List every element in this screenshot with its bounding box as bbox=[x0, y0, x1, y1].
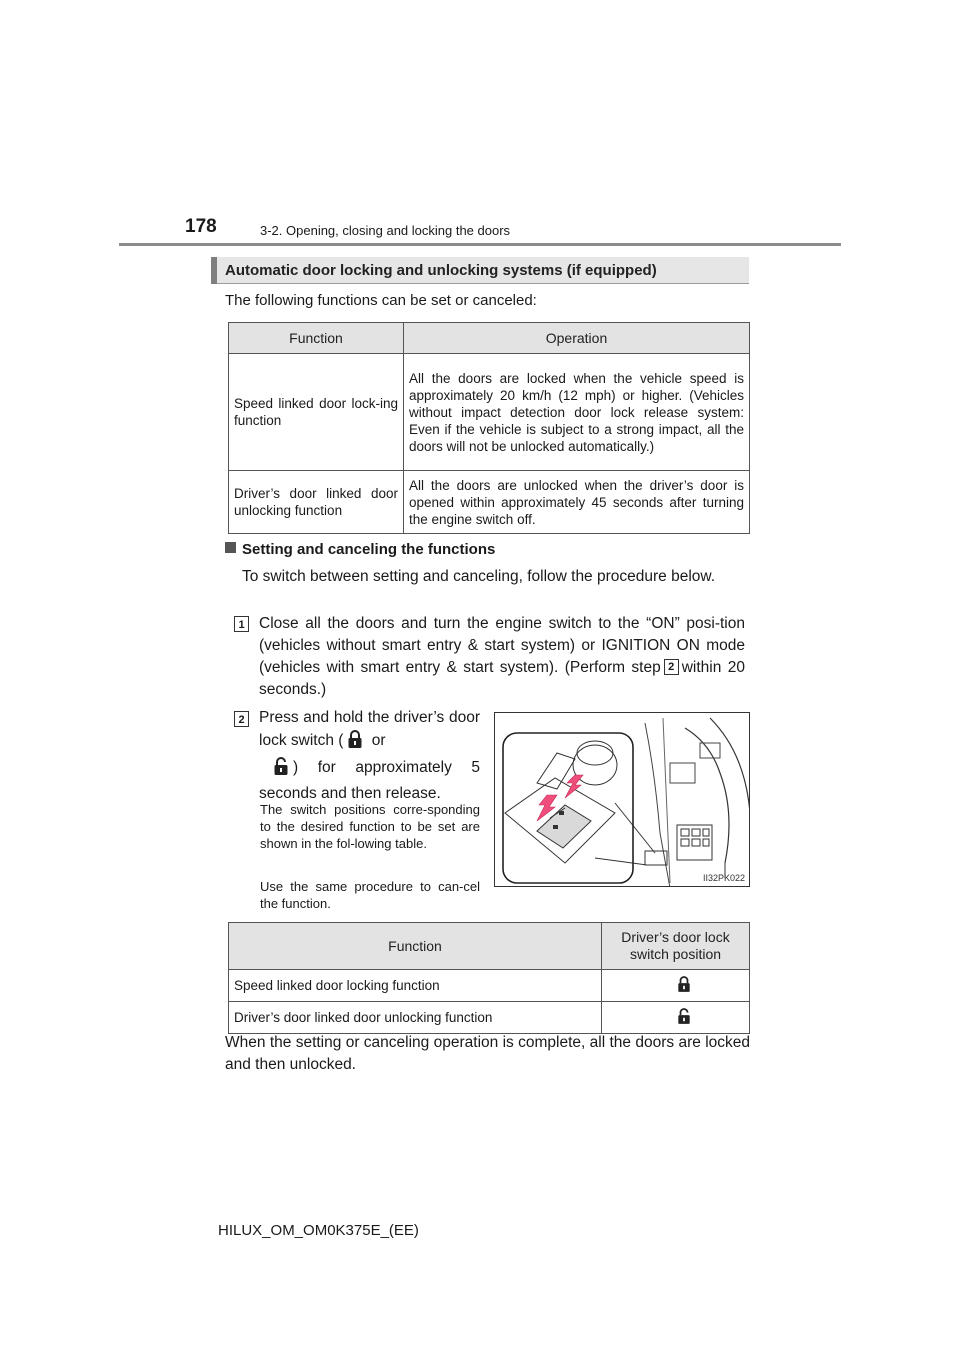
heading-marker bbox=[211, 257, 217, 284]
step-2-text-b: or bbox=[371, 732, 386, 749]
step-1-text-before: Close all the doors and turn the engine switch to the “ON” posi-tion (vehicles without smart entry & start system) or IGNITION ON mode (vehicles with smart entry & start system). (Perform step bbox=[259, 615, 745, 676]
column-header-operation: Operation bbox=[404, 323, 750, 354]
step-number-1: 1 bbox=[234, 616, 249, 632]
function-cell: Driver’s door linked door unlocking function bbox=[229, 1002, 602, 1034]
table-row bbox=[229, 354, 750, 471]
step-1-text-after: within 20 seconds.) bbox=[259, 659, 745, 698]
step-ref-number: 2 bbox=[664, 659, 679, 675]
column-header-switch-position: Driver’s door lock switch position bbox=[602, 923, 750, 970]
table-row bbox=[229, 1002, 750, 1034]
column-header-function: Function bbox=[229, 323, 404, 354]
step-2-text bbox=[259, 707, 480, 805]
lock-closed-icon bbox=[347, 729, 363, 756]
heading-text: Automatic door locking and unlocking systems (if equipped) bbox=[225, 262, 657, 279]
section-heading bbox=[211, 257, 749, 284]
column-header-function: Function bbox=[229, 923, 602, 970]
square-bullet-icon bbox=[225, 542, 236, 553]
switch-position-table bbox=[228, 922, 750, 1034]
operation-cell: All the doors are unlocked when the driver’s door is opened within approximately 45 seconds after turning the engine switch off. bbox=[404, 471, 750, 534]
step-2-text-c: ) for approximately 5 seconds and then release. bbox=[259, 759, 480, 802]
illustration-code: II32PK022 bbox=[702, 873, 745, 883]
lock-open-icon bbox=[677, 1013, 691, 1028]
step-2-note-2: Use the same procedure to can-cel the function. bbox=[260, 879, 480, 911]
function-cell: Speed linked door lock-ing function bbox=[229, 354, 404, 471]
function-cell: Speed linked door locking function bbox=[229, 970, 602, 1002]
step-2-text-a: Press and hold the driver’s door lock switch ( bbox=[259, 709, 480, 749]
table-row bbox=[229, 970, 750, 1002]
operation-cell: All the doors are locked when the vehicle speed is approximately 20 km/h (12 mph) or higher. (Vehicles without impact detection door lock release system: Even if the vehicle is subject to a strong impact, all the doors will not be unlocked automatically.) bbox=[404, 354, 750, 471]
sub-heading-text: Setting and canceling the functions bbox=[242, 541, 496, 558]
door-lock-switch-illustration bbox=[494, 712, 750, 887]
setting-intro: To switch between setting and canceling, follow the procedure below. bbox=[242, 568, 716, 585]
page-number: 178 bbox=[185, 216, 217, 237]
lock-open-icon bbox=[273, 756, 289, 783]
step-2-note-1: The switch positions corre-sponding to the desired function to be set are shown in the fol-lowing table. bbox=[260, 802, 480, 851]
header-rule bbox=[119, 243, 841, 246]
lock-closed-icon bbox=[677, 981, 691, 996]
table-header-row bbox=[229, 323, 750, 354]
switch-position-cell bbox=[602, 970, 750, 1002]
functions-table bbox=[228, 322, 750, 534]
table-row bbox=[229, 471, 750, 534]
section-title: 3-2. Opening, closing and locking the doors bbox=[260, 223, 511, 238]
intro-text: The following functions can be set or canceled: bbox=[225, 292, 537, 309]
closing-text: When the setting or canceling operation is complete, all the doors are locked and then unlocked. bbox=[225, 1034, 750, 1073]
function-cell: Driver’s door linked door unlocking function bbox=[229, 471, 404, 534]
table-header-row bbox=[229, 923, 750, 970]
step-1-text bbox=[259, 613, 745, 701]
switch-position-cell bbox=[602, 1002, 750, 1034]
step-number-2: 2 bbox=[234, 711, 249, 727]
sub-heading bbox=[225, 541, 495, 558]
footer-code: HILUX_OM_OM0K375E_(EE) bbox=[218, 1222, 419, 1239]
